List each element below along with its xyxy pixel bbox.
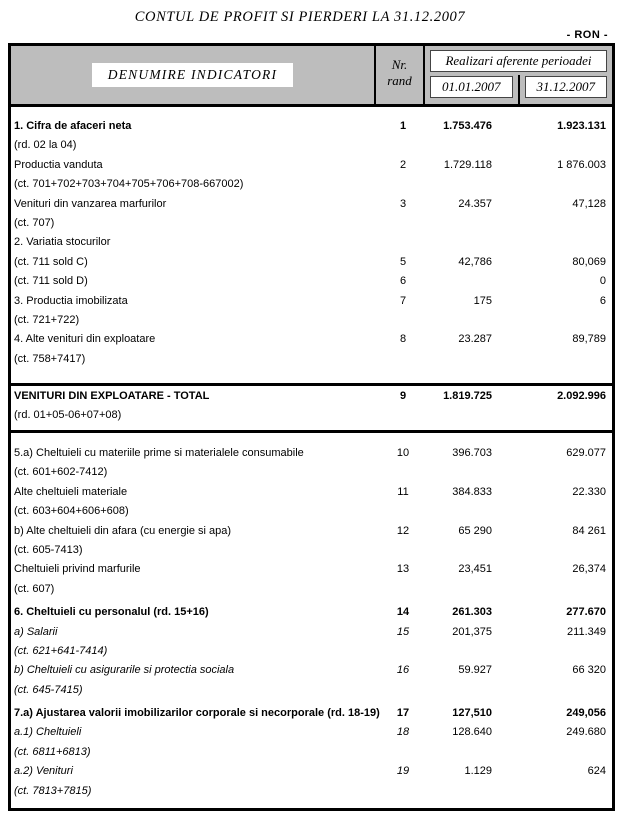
value-period-end: 89,789 <box>572 333 606 346</box>
value-period-start: 24.357 <box>458 197 492 210</box>
value-period-start: 1.729.118 <box>443 158 492 171</box>
table-row <box>11 625 612 644</box>
indicator-label: Cheltuieli privind marfurile <box>14 563 141 576</box>
indicator-label: (ct. 605-7413) <box>14 543 83 556</box>
value-period-end: 0 <box>599 275 606 288</box>
indicator-label: 7.a) Ajustarea valorii imobilizarilor corporale si necorporale (rd. 18-19) <box>14 707 380 720</box>
indicator-label: (ct. 711 sold C) <box>14 255 88 268</box>
value-period-start: 128.640 <box>452 726 492 739</box>
value-period-start: 261.303 <box>452 606 492 619</box>
indicator-label: (ct. 707) <box>14 216 55 229</box>
row-number: 15 <box>396 625 410 638</box>
indicator-label: (ct. 711 sold D) <box>14 275 88 288</box>
indicator-label: (ct. 607) <box>14 582 55 595</box>
profit-loss-table <box>8 43 615 811</box>
table-row <box>11 274 612 293</box>
table-body <box>11 107 612 808</box>
table-row <box>11 562 612 581</box>
table-row <box>11 764 612 783</box>
table-row <box>11 644 612 663</box>
header-cell-date2 <box>520 75 613 104</box>
value-period-end: 66 320 <box>572 664 606 677</box>
header-cell-indicators <box>11 46 374 104</box>
indicator-label: a.2) Venituri <box>14 765 73 778</box>
indicator-label: (ct. 621+641-7414) <box>14 644 108 657</box>
row-number: 2 <box>399 158 407 171</box>
indicator-label: (ct. 645-7415) <box>14 683 83 696</box>
period-header-label: Realizari aferente perioadei <box>430 50 607 72</box>
row-number: 9 <box>399 390 407 402</box>
indicators-header-label: DENUMIRE INDICATORI <box>92 63 293 87</box>
row-number: 10 <box>396 447 410 459</box>
table-row <box>11 138 612 157</box>
table-row <box>11 197 612 216</box>
header-cell-row-number <box>374 46 425 104</box>
value-period-start: 127,510 <box>452 707 492 720</box>
value-period-start: 42,786 <box>458 255 492 268</box>
indicator-label: Alte cheltuieli materiale <box>14 485 128 498</box>
date2-label: 31.12.2007 <box>525 76 608 98</box>
header-cell-period <box>425 46 612 104</box>
row-number: 13 <box>396 563 410 576</box>
currency-note: - RON - <box>566 29 608 41</box>
row-number-header-line2: rand <box>387 73 412 89</box>
table-row <box>11 706 612 725</box>
indicator-label: a.1) Cheltuieli <box>14 726 82 739</box>
value-period-start: 396.703 <box>452 447 492 459</box>
table-row <box>11 255 612 274</box>
indicator-label: b) Alte cheltuieli din afara (cu energie si apa) <box>14 524 232 537</box>
section-total-band <box>11 383 612 433</box>
table-row <box>11 332 612 351</box>
table-row <box>11 235 612 254</box>
indicator-label: 6. Cheltuieli cu personalul (rd. 15+16) <box>14 606 209 619</box>
indicator-label: (ct. 758+7417) <box>14 352 86 365</box>
table-row <box>11 663 612 682</box>
section-venituri <box>11 107 612 383</box>
row-number: 12 <box>396 524 410 537</box>
value-period-start: 175 <box>473 294 492 307</box>
indicator-label: (rd. 02 la 04) <box>14 139 77 152</box>
date1-label: 01.01.2007 <box>430 76 513 98</box>
row-number: 6 <box>399 275 407 288</box>
period-date-columns <box>425 75 612 104</box>
value-period-end: 2.092.996 <box>557 390 606 402</box>
indicator-label: (ct. 6811+6813) <box>14 745 91 758</box>
value-period-end: 47,128 <box>572 197 606 210</box>
indicator-label: (ct. 603+604+606+608) <box>14 505 129 518</box>
table-row <box>11 408 612 427</box>
row-number: 18 <box>396 726 410 739</box>
value-period-start: 23,451 <box>458 563 492 576</box>
indicator-label: 4. Alte venituri din exploatare <box>14 333 156 346</box>
value-period-start: 1.129 <box>464 765 492 778</box>
row-number-header-line1: Nr. <box>391 57 408 72</box>
table-row <box>11 446 612 465</box>
table-row <box>11 725 612 744</box>
value-period-end: 624 <box>587 765 606 778</box>
table-row <box>11 745 612 764</box>
table-row <box>11 313 612 332</box>
indicator-label: 1. Cifra de afaceri neta <box>14 120 132 132</box>
row-number: 3 <box>399 197 407 210</box>
table-row <box>11 543 612 562</box>
value-period-end: 277.670 <box>566 606 606 619</box>
row-number: 17 <box>396 707 410 720</box>
value-period-end: 1 876.003 <box>557 158 606 171</box>
value-period-end: 22.330 <box>572 485 606 498</box>
value-period-start: 201,375 <box>452 625 492 638</box>
indicator-label: VENITURI DIN EXPLOATARE - TOTAL <box>14 390 210 402</box>
table-row <box>11 158 612 177</box>
table-row <box>11 389 612 408</box>
indicator-label: (ct. 7813+7815) <box>14 784 92 797</box>
indicator-label: Productia vanduta <box>14 158 103 171</box>
page-title: CONTUL DE PROFIT SI PIERDERI LA 31.12.2007 <box>134 9 466 25</box>
indicator-label: (ct. 721+722) <box>14 313 80 326</box>
value-period-end: 1.923.131 <box>557 120 606 132</box>
indicator-label: Venituri din vanzarea marfurilor <box>14 197 167 210</box>
row-number: 14 <box>396 606 410 619</box>
table-row <box>11 465 612 484</box>
row-number: 7 <box>399 294 407 307</box>
table-row <box>11 582 612 601</box>
indicator-label: a) Salarii <box>14 625 58 638</box>
indicator-label: (ct. 701+702+703+704+705+706+708-667002) <box>14 178 244 191</box>
table-row <box>11 504 612 523</box>
value-period-end: 84 261 <box>572 524 606 537</box>
indicator-label: 2. Variatia stocurilor <box>14 236 111 249</box>
table-row <box>11 605 612 624</box>
value-period-start: 23.287 <box>458 333 492 346</box>
table-row <box>11 119 612 138</box>
table-row <box>11 177 612 196</box>
table-row <box>11 784 612 803</box>
value-period-end: 249,056 <box>566 707 606 720</box>
indicator-label: 5.a) Cheltuieli cu materiile prime si materialele consumabile <box>14 447 304 459</box>
table-row <box>11 216 612 235</box>
row-number: 11 <box>397 485 409 498</box>
row-number: 8 <box>399 333 407 346</box>
table-header <box>11 46 612 107</box>
value-period-start: 1.753.476 <box>443 120 492 132</box>
table-row <box>11 683 612 702</box>
value-period-end: 629.077 <box>566 447 606 459</box>
table-row <box>11 485 612 504</box>
value-period-start: 59.927 <box>458 664 492 677</box>
value-period-end: 26,374 <box>572 563 606 576</box>
value-period-start: 384.833 <box>452 485 492 498</box>
indicator-label: b) Cheltuieli cu asigurarile si protectia sociala <box>14 664 235 677</box>
table-row <box>11 294 612 313</box>
row-number: 16 <box>396 664 410 677</box>
indicator-label: (ct. 601+602-7412) <box>14 466 108 479</box>
section-cheltuieli <box>11 433 612 808</box>
indicator-label: (rd. 01+05-06+07+08) <box>14 409 122 422</box>
row-number: 19 <box>396 765 410 778</box>
row-number: 5 <box>399 255 407 268</box>
value-period-start: 1.819.725 <box>443 390 492 402</box>
table-row <box>11 524 612 543</box>
value-period-end: 6 <box>599 294 606 307</box>
value-period-start: 65 290 <box>458 524 492 537</box>
value-period-end: 249.680 <box>566 726 606 739</box>
value-period-end: 211.349 <box>567 625 606 638</box>
row-number: 1 <box>399 120 407 132</box>
indicator-label: 3. Productia imobilizata <box>14 294 128 307</box>
table-row <box>11 352 612 371</box>
value-period-end: 80,069 <box>572 255 606 268</box>
header-cell-date1 <box>425 75 520 104</box>
